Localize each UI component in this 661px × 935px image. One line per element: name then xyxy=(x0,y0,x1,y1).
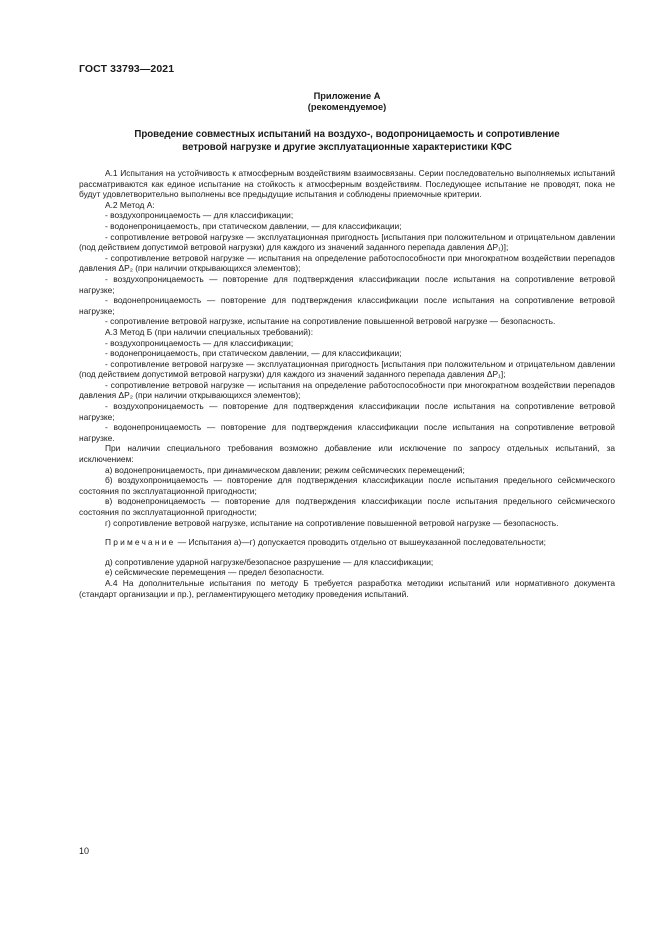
list-item: в) водонепроницаемость — повторение для подтверждения классификации после испытания предельного сейсмического состояния по эксплуатационной пригодности; xyxy=(79,496,615,517)
list-item: - сопротивление ветровой нагрузке — испытания на определение работоспособности при многократном воздействии перепадов давления ΔP₂ (при наличии открывающихся элементов); xyxy=(79,252,615,274)
note-label: Примечание xyxy=(105,537,176,548)
list-item: - сопротивление ветровой нагрузке — испытания на определение работоспособности при многократном воздействии перепадов давления ΔP₂ (при наличии открывающихся элементов); xyxy=(79,379,615,401)
list-item: - сопротивление ветровой нагрузке, испытание на сопротивление повышенной ветровой нагрузке — безопасность. xyxy=(105,316,556,327)
body-text xyxy=(79,168,615,599)
list-item: а) водонепроницаемость, при динамическом давлении; режим сейсмических перемещений; xyxy=(105,464,465,475)
appendix-label: Приложение А xyxy=(313,91,381,101)
list-item: - сопротивление ветровой нагрузке — эксплуатационная пригодность [испытания при положительном и отрицательном давлении (под действием допустимой ветровой нагрузки) для каждого из значений заданного перепада давления ΔP₁]; xyxy=(79,358,615,380)
note-text: — Испытания а)—г) допускается проводить отдельно от вышеуказанной последовательности; xyxy=(175,537,546,548)
note xyxy=(79,537,615,548)
list-item: е) сейсмические перемещения — предел безопасности. xyxy=(105,567,325,578)
list-item: - воздухопроницаемость — для классификации; xyxy=(105,210,294,221)
list-item: - воздухопроницаемость — для классификации; xyxy=(105,337,294,348)
list-item: д) сопротивление ударной нагрузке/безопасное разрушение — для классификации; xyxy=(105,556,434,567)
paragraph: При наличии специального требования возможно добавление или исключение по запросу отдельных испытаний, за исключением: xyxy=(79,443,615,465)
paragraph: А.2 Метод А: xyxy=(105,199,155,210)
paragraph: А.3 Метод Б (при наличии специальных требований): xyxy=(105,326,314,337)
list-item: г) сопротивление ветровой нагрузке, испытание на сопротивление повышенной ветровой нагрузке — безопасность. xyxy=(105,517,559,528)
list-item: - водонепроницаемость — повторение для подтверждения классификации после испытания на сопротивление ветровой нагрузке; xyxy=(79,295,615,316)
list-item: - сопротивление ветровой нагрузке — эксплуатационная пригодность [испытания при положительном и отрицательном давлении (под действием допустимой ветровой нагрузки) для каждого из значений заданного перепада давления ΔP₁)]; xyxy=(79,231,615,253)
document-header: ГОСТ 33793—2021 xyxy=(79,63,175,75)
title-line-1: Проведение совместных испытаний на воздухо-, водопроницаемость и сопротивление xyxy=(134,129,560,140)
section-title xyxy=(79,128,615,154)
list-item: - воздухопроницаемость — повторение для подтверждения классификации после испытания на сопротивление ветровой нагрузке; xyxy=(79,273,615,295)
appendix-heading xyxy=(79,91,615,113)
list-item: - водонепроницаемость — повторение для подтверждения классификации после испытания на сопротивление ветровой нагрузке. xyxy=(79,422,615,443)
page-number: 10 xyxy=(79,846,90,856)
appendix-status: (рекомендуемое) xyxy=(307,102,387,112)
list-item: - водонепроницаемость, при статическом давлении, — для классификации; xyxy=(105,348,402,359)
paragraph: А.1 Испытания на устойчивость к атмосферным воздействиям взаимосвязаны. Серии последовательно выполняемых испытаний рассматриваются как единое испытание на стойкость к атмосферным воздействиям. Последующее испытание не проводят, пока не будут удовлетворительно выполнены все предыдущие испытания и соблюдены приемочные критерии. xyxy=(79,168,615,200)
list-item: - воздухопроницаемость — повторение для подтверждения классификации после испытания на сопротивление ветровой нагрузке; xyxy=(79,401,615,422)
list-item: - водонепроницаемость, при статическом давлении, — для классификации; xyxy=(105,220,402,231)
paragraph: А.4 На дополнительные испытания по методу Б требуется разработка методики испытаний или нормативного документа (стандарт организации и пр.), регламентирующего методику проведения испытаний. xyxy=(79,577,615,599)
list-item: б) воздухопроницаемость — повторение для подтверждения классификации после испытания предельного сейсмического состояния по эксплуатационной пригодности; xyxy=(79,475,615,496)
title-line-2: ветровой нагрузке и другие эксплуатационные характеристики КФС xyxy=(182,142,512,153)
